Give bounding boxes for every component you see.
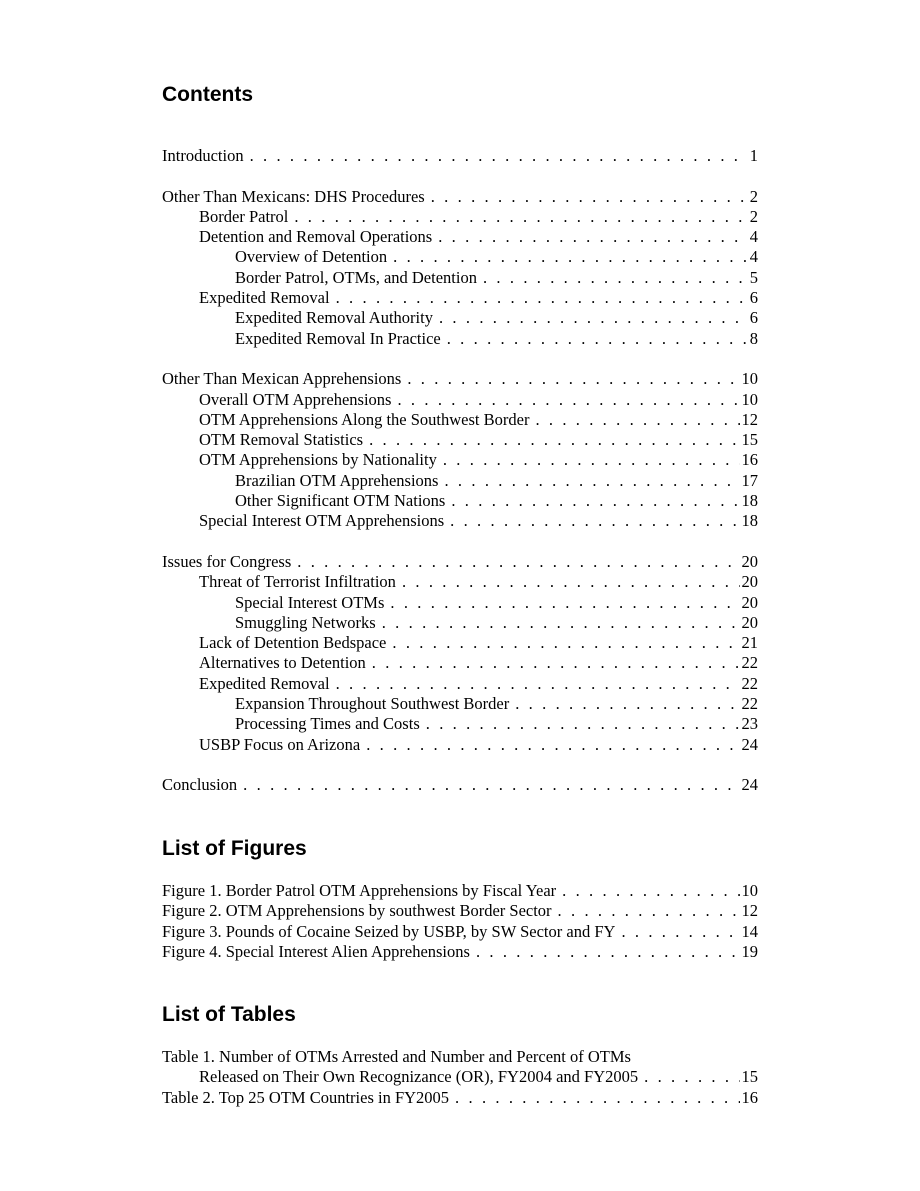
entry-title: Expedited Removal Authority — [235, 308, 433, 328]
toc-entry — [162, 552, 758, 572]
toc-entry — [162, 633, 758, 653]
dot-leader — [336, 674, 740, 694]
entry-title: Lack of Detention Bedspace — [199, 633, 387, 653]
toc-entry — [162, 674, 758, 694]
entry-page-number: 20 — [741, 572, 758, 592]
entry-page-number: 17 — [741, 470, 758, 490]
dot-leader — [372, 653, 740, 673]
toc-entry — [162, 227, 758, 247]
entry-title: Figure 3. Pounds of Cocaine Seized by USBP, by SW Sector and FY — [162, 921, 616, 941]
table-2-page: 16 — [741, 1087, 758, 1107]
entry-page-number: 6 — [749, 308, 758, 328]
dot-leader — [402, 572, 740, 592]
dot-leader — [483, 268, 748, 288]
entry-page-number: 20 — [741, 592, 758, 612]
entry-title: Brazilian OTM Apprehensions — [235, 470, 439, 490]
toc-entry — [162, 653, 758, 673]
entry-page-number: 23 — [741, 714, 758, 734]
dot-leader — [438, 227, 748, 247]
dot-leader — [535, 410, 739, 430]
entry-page-number: 1 — [749, 146, 758, 165]
toc-entry — [162, 942, 758, 962]
dot-leader — [392, 633, 739, 653]
dot-leader — [439, 308, 748, 328]
entry-page-number: 2 — [749, 186, 758, 206]
dot-leader — [393, 247, 748, 267]
entry-title: USBP Focus on Arizona — [199, 734, 361, 754]
entry-title: Overview of Detention — [235, 247, 388, 267]
dot-leader — [451, 491, 739, 511]
entry-title: Figure 2. OTM Apprehensions by southwest Border Sector — [162, 901, 552, 921]
entry-title: Smuggling Networks — [235, 612, 376, 632]
dot-leader — [476, 942, 740, 962]
entry-page-number: 8 — [749, 328, 758, 348]
toc-entry — [162, 187, 758, 207]
entry-title: Threat of Terrorist Infiltration — [199, 572, 396, 592]
entry-title: Figure 4. Special Interest Alien Apprehensions — [162, 941, 470, 961]
toc-entry — [162, 146, 758, 166]
toc-entry — [162, 735, 758, 755]
toc-entry — [162, 694, 758, 714]
toc-entry — [162, 247, 758, 267]
dot-leader — [407, 369, 739, 389]
entry-title: Other Significant OTM Nations — [235, 491, 446, 511]
dot-leader — [443, 450, 740, 470]
dot-leader — [294, 207, 747, 227]
dot-leader — [397, 390, 739, 410]
entry-title: Expedited Removal — [199, 288, 330, 308]
dot-leader — [297, 552, 739, 572]
dot-leader — [450, 511, 739, 531]
entry-page-number: 16 — [741, 450, 758, 470]
table-1-page: 15 — [741, 1067, 758, 1087]
tables-list — [162, 1047, 758, 1108]
entry-title: Figure 1. Border Patrol OTM Apprehensions by Fiscal Year — [162, 881, 557, 900]
toc-entry — [162, 511, 758, 531]
toc-entry — [162, 881, 758, 901]
tables-heading: List of Tables — [162, 1003, 296, 1026]
entry-page-number: 22 — [741, 694, 758, 714]
contents-list — [162, 146, 758, 796]
entry-page-number: 24 — [741, 775, 758, 795]
entry-page-number: 24 — [741, 734, 758, 754]
entry-page-number: 19 — [741, 941, 758, 961]
entry-title: Expansion Throughout Southwest Border — [235, 694, 510, 714]
toc-entry — [162, 775, 758, 795]
entry-page-number: 15 — [741, 430, 758, 450]
entry-page-number: 18 — [741, 491, 758, 511]
entry-page-number: 4 — [749, 247, 758, 267]
table-1-title-line-1: Table 1. Number of OTMs Arrested and Number and Percent of OTMs — [162, 1047, 631, 1066]
toc-entry — [162, 390, 758, 410]
dot-leader — [515, 694, 739, 714]
entry-title: Other Than Mexican Apprehensions — [162, 369, 402, 389]
dot-leader — [426, 714, 740, 734]
entry-page-number: 12 — [741, 901, 758, 921]
entry-page-number: 5 — [749, 267, 758, 287]
entry-page-number: 20 — [741, 551, 758, 571]
entry-title: OTM Apprehensions Along the Southwest Border — [199, 409, 530, 429]
entry-page-number: 12 — [741, 409, 758, 429]
dot-leader — [644, 1067, 739, 1087]
contents-heading: Contents — [162, 83, 253, 106]
toc-entry — [162, 922, 758, 942]
dot-leader — [455, 1088, 739, 1108]
entry-title: Issues for Congress — [162, 551, 292, 571]
entry-title: Overall OTM Apprehensions — [199, 389, 392, 409]
toc-entry — [162, 410, 758, 430]
entry-title: Detention and Removal Operations — [199, 227, 433, 247]
entry-title: Border Patrol, OTMs, and Detention — [235, 267, 477, 287]
toc-entry — [162, 471, 758, 491]
toc-entry — [162, 593, 758, 613]
entry-page-number: 20 — [741, 612, 758, 632]
toc-entry — [162, 1067, 758, 1087]
entry-page-number: 21 — [741, 633, 758, 653]
entry-title: Special Interest OTMs — [235, 592, 385, 612]
dot-leader — [621, 922, 739, 942]
toc-entry — [162, 572, 758, 592]
entry-page-number: 10 — [741, 389, 758, 409]
dot-leader — [447, 329, 748, 349]
dot-leader — [250, 146, 748, 166]
entry-title: Alternatives to Detention — [199, 653, 366, 673]
toc-entry — [162, 613, 758, 633]
dot-leader — [562, 881, 739, 901]
entry-title: Other Than Mexicans: DHS Procedures — [162, 186, 425, 206]
toc-entry — [162, 901, 758, 921]
entry-page-number: 6 — [749, 288, 758, 308]
dot-leader — [382, 613, 740, 633]
dot-leader — [366, 735, 739, 755]
toc-entry — [162, 430, 758, 450]
entry-title: Processing Times and Costs — [235, 714, 420, 734]
entry-title: Conclusion — [162, 775, 238, 795]
entry-title: Special Interest OTM Apprehensions — [199, 511, 445, 531]
toc-entry — [162, 1088, 758, 1108]
entry-title: OTM Removal Statistics — [199, 430, 364, 450]
toc-entry — [162, 450, 758, 470]
entry-page-number: 18 — [741, 511, 758, 531]
dot-leader — [369, 430, 739, 450]
entry-page-number: 10 — [741, 369, 758, 389]
entry-page-number: 22 — [741, 673, 758, 693]
table-1-title-line-2: Released on Their Own Recognizance (OR), FY2004 and FY2005 — [199, 1067, 639, 1087]
toc-entry — [162, 288, 758, 308]
toc-entry — [162, 308, 758, 328]
dot-leader — [336, 288, 748, 308]
entry-page-number: 4 — [749, 227, 758, 247]
dot-leader — [558, 901, 740, 921]
toc-entry — [162, 207, 758, 227]
entry-page-number: 14 — [741, 921, 758, 941]
entry-page-number: 22 — [741, 653, 758, 673]
toc-entry — [162, 491, 758, 511]
toc-entry — [162, 369, 758, 389]
table-2-title: Table 2. Top 25 OTM Countries in FY2005 — [162, 1087, 450, 1107]
dot-leader — [431, 187, 748, 207]
toc-entry — [162, 268, 758, 288]
dot-leader — [444, 471, 739, 491]
toc-entry — [162, 714, 758, 734]
entry-page-number: 10 — [741, 881, 758, 900]
entry-page-number: 2 — [749, 206, 758, 226]
toc-entry — [162, 329, 758, 349]
entry-title: Expedited Removal — [199, 673, 330, 693]
entry-title: Border Patrol — [199, 206, 289, 226]
dot-leader — [243, 775, 739, 795]
figures-heading: List of Figures — [162, 837, 307, 860]
entry-title: Introduction — [162, 146, 244, 165]
entry-title: Expedited Removal In Practice — [235, 328, 441, 348]
figures-list — [162, 881, 758, 962]
entry-title: OTM Apprehensions by Nationality — [199, 450, 437, 470]
dot-leader — [390, 593, 739, 613]
